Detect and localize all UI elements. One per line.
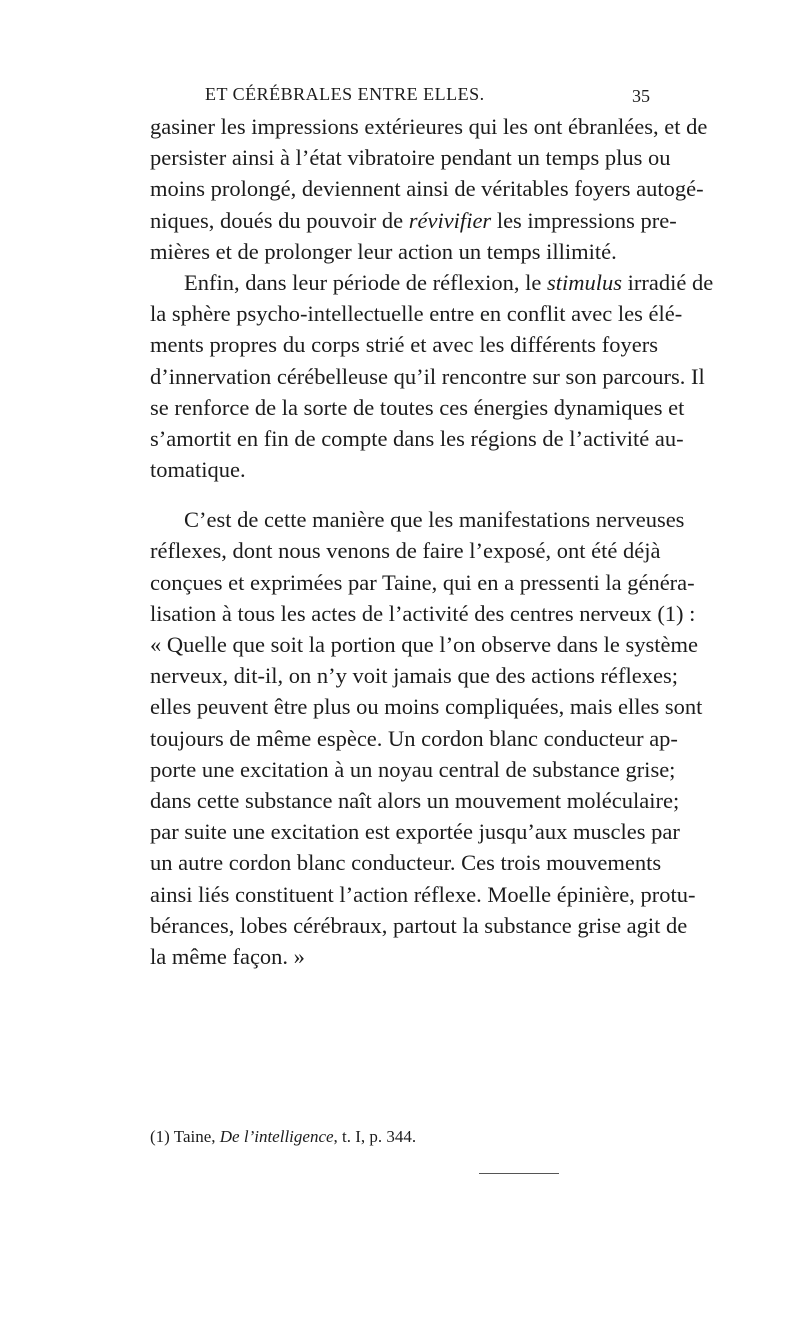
paragraph-gap <box>150 485 658 504</box>
text-line: persister ainsi à l’état vibratoire pendant un temps plus ou <box>150 145 671 171</box>
text-line: s’amortit en fin de compte dans les régions de l’activité au- <box>150 425 684 451</box>
text-line: gasiner les impressions extérieures qui les ont ébranlées, et de <box>150 114 708 139</box>
text-line: ments propres du corps strié et avec les différents foyers <box>150 332 658 358</box>
text-line: C’est de cette manière que les manifestations nerveuses <box>184 507 685 533</box>
text-line: lisation à tous les actes de l’activité des centres nerveux (1) : <box>150 600 696 626</box>
text-fragment: niques, doués du pouvoir de <box>150 207 404 233</box>
text-line: dans cette substance naît alors un mouvement moléculaire; <box>150 787 680 813</box>
text-fragment: Enfin, dans leur période de réflexion, le <box>184 269 547 295</box>
footnote-text: , t. I, p. 344. <box>333 1127 417 1146</box>
text-line: « Quelle que soit la portion que l’on observe dans le système <box>150 632 698 657</box>
text-line: bérances, lobes cérébraux, partout la substance grise agit de <box>150 912 688 938</box>
text-line: la sphère psycho-intellectuelle entre en conflit avec les élé- <box>150 301 683 327</box>
footnote-text: (1) Taine, <box>150 1127 220 1146</box>
text-line: nerveux, dit-il, on n’y voit jamais que des actions réflexes; <box>150 663 678 689</box>
text-line: réflexes, dont nous venons de faire l’exposé, ont été déjà <box>150 538 661 564</box>
footer-rule <box>479 1173 559 1174</box>
running-head: ET CÉRÉBRALES ENTRE ELLES. <box>205 84 485 104</box>
text-line <box>150 205 677 236</box>
text-line: d’innervation cérébelleuse qu’il rencontre sur son parcours. Il <box>150 363 705 389</box>
body-text <box>150 111 714 972</box>
text-line: un autre cordon blanc conducteur. Ces trois mouvements <box>150 850 662 876</box>
text-fragment: les impressions pre- <box>491 207 677 233</box>
text-line: elles peuvent être plus ou moins compliquées, mais elles sont <box>150 694 703 720</box>
text-fragment: irradié de <box>622 269 714 295</box>
text-line: par suite une excitation est exportée jusqu’aux muscles par <box>150 819 680 845</box>
text-line: conçues et exprimées par Taine, qui en a pressenti la généra- <box>150 569 695 595</box>
text-line: tomatique. <box>150 457 246 483</box>
footnote <box>150 1127 416 1147</box>
italic-term: stimulus <box>547 269 623 295</box>
footnote-book-title: De l’intelligence <box>219 1127 334 1146</box>
text-line: se renforce de la sorte de toutes ces énergies dynamiques et <box>150 394 685 420</box>
text-line: moins prolongé, deviennent ainsi de véritables foyers autogé- <box>150 176 704 202</box>
text-line: mières et de prolonger leur action un temps illimité. <box>150 238 617 264</box>
page-number: 35 <box>632 86 650 106</box>
text-line <box>150 267 714 298</box>
text-line: la même façon. » <box>150 943 305 969</box>
text-line: porte une excitation à un noyau central de substance grise; <box>150 756 676 782</box>
text-line: toujours de même espèce. Un cordon blanc conducteur ap- <box>150 725 678 751</box>
italic-term: révivifier <box>408 207 492 233</box>
text-line: ainsi liés constituent l’action réflexe. Moelle épinière, protu- <box>150 881 696 907</box>
